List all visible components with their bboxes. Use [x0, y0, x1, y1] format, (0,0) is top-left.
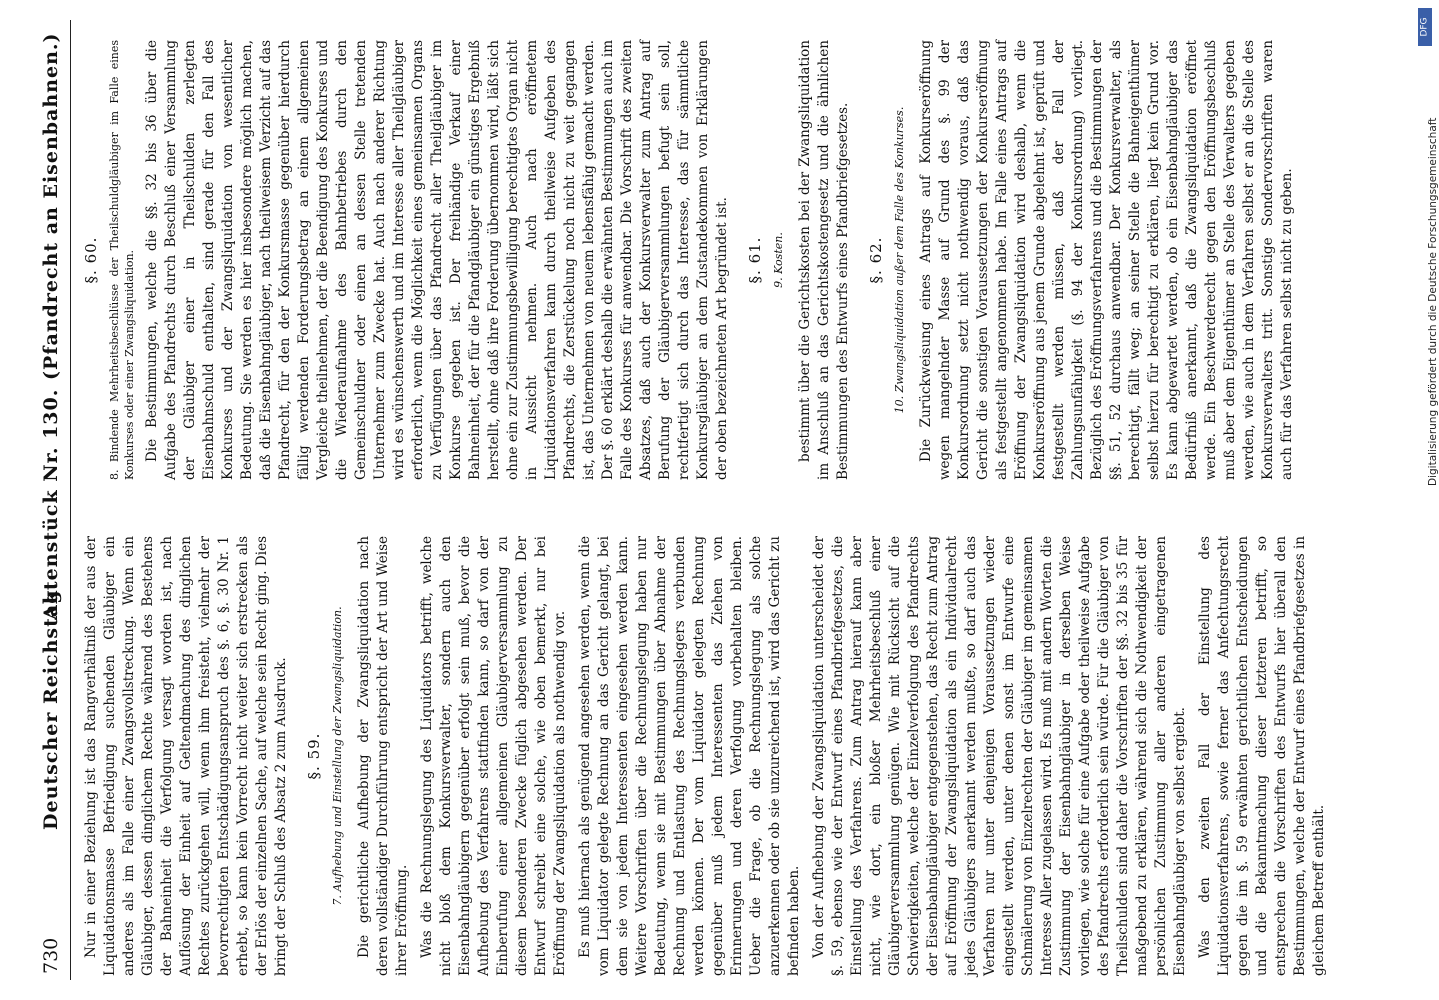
section-subtitle: 7. Aufhebung und Einstellung der Zwangsliquidation.: [331, 606, 344, 906]
right-column: [82, 40, 1303, 480]
page-header: [40, 20, 74, 980]
section-subtitle: 8. Bindende Mehrheitsbeschlüsse der Theilschuldgläubiger im Falle eines Konkurses oder einer Zwangsliquidation.: [108, 40, 136, 480]
section-heading: §. 62.: [867, 236, 885, 284]
document-subject: (Pfandrecht an Eisenbahnen.): [40, 32, 62, 380]
credit-text: Digitalisierung gefördert durch die Deutsche Forschungsgemeinschaft: [1427, 117, 1439, 486]
section-heading: §. 61.: [746, 236, 764, 284]
dfg-logo: [1418, 8, 1432, 46]
section-heading: §. 59.: [305, 732, 323, 780]
paragraph: Von der Aufhebung der Zwangsliquidation unterscheidet der §. 59, ebenso wie der Entwurf eines Pfandbriefgesetzes, die Einstellung des Verfahrens. Zum Antrag hierauf kann aber nicht, wie dort, ein bloßer Mehrheitsbeschluß einer Gläubigerversammlung genügen. Wie mit Rücksicht auf die Schwierigkeiten, welche der Einzelverfolgung des Pfandrechts der Eisenbahngläubiger entgegenstehen, das Recht zum Antrag auf Eröffnung der Zwangsliquidation als ein Individualrecht jedes Gläubigers anerkannt werden mußte, so darf auch das Verfahren nur unter denjenigen Voraussetzungen wieder eingestellt werden, unter denen sonst im Entwurfe eine Schmälerung von Einzelrechten der Gläubiger im gemeinsamen Interesse Aller zugelassen wird. Es muß mit andern Worten die Zustimmung der Eisenbahngläubiger in derselben Weise vorliegen, wie solche für eine Aufgabe oder theilweise Aufgabe des Pfandrechts erforderlich sein würde. Für die Gläubiger von Theilschulden sind daher die Vorschriften der §§. 32 bis 35 für maßgebend zu erklären, während sich die Nothwendigkeit der persönlichen Zustimmung aller anderen eingetragenen Eisenbahngläubiger von selbst ergiebt.: [811, 536, 1188, 976]
paragraph: bestimmt über die Gerichtskosten bei der Zwangsliquidation im Anschluß an das Gerichtskostengesetz und die ähnlichen Bestimmungen des Entwurfs eines Pfandbriefgesetzes.: [797, 40, 851, 480]
section-subtitle: 10. Zwangsliquidation außer dem Falle des Konkurses.: [893, 106, 906, 414]
dfg-logo-text: DFG: [1420, 17, 1430, 37]
paragraph: Was den zweiten Fall der Einstellung des Liquidationsverfahrens, sowie ferner das Anfechtungsrecht gegen die im §. 59 erwähnten gerichtlichen Entscheidungen und die Bekanntmachung dieser letzteren betrifft, so entsprechen die Vorschriften des Entwurfs hier überall den Bestimmungen, welche der Entwurf eines Pfandbriefgesetzes in gleichem Betreff enthält.: [1197, 536, 1327, 976]
left-column: [82, 536, 1335, 976]
paragraph: Es muß hiernach als genügend angesehen werden, wenn die vom Liquidator gelegte Rechnung an das Gericht gelangt, bei dem sie von jedem Interessenten eingesehen werden kann. Weitere Vorschriften über die Rechnungslegung haben nur Bedeutung, wenn sie mit Bestimmungen über Abnahme der Rechnung und Entlastung des Rechnungslegers verbunden werden können. Der vom Liquidator gelegten Rechnung gegenüber muß jedem Interessenten das Ziehen von Erinnerungen und deren Verfolgung vorbehalten bleiben. Ueber die Frage, ob die Rechnungslegung als solche anzuerkennen oder ob sie unzureichend ist, wird das Gericht zu befinden haben.: [577, 536, 802, 976]
journal-title: Deutscher Reichstag.: [40, 581, 62, 830]
paragraph: Die gerichtliche Aufhebung der Zwangsliquidation nach deren vollständiger Durchführung entspricht der Art und Weise ihrer Eröffnung.: [356, 536, 410, 976]
document-number: Aktenstück Nr. 130.: [40, 388, 62, 620]
paragraph: Die Bestimmungen, welche die §§. 32 bis 36 über die Aufgabe des Pfandrechts durch Beschluß einer Versammlung der Gläubiger einer in Theilschulden zerlegten Eisenbahnschuld enthalten, sind gerade für den Fall des Konkurses und der Zwangsliquidation von wesentlicher Bedeutung. Sie werden es hier insbesondere möglich machen, daß die Eisenbahngläubiger, nach theilweisem Verzicht auf das Pfandrecht, für den der Konkursmasse gegenüber hierdurch fällig werdenden Forderungsbetrag an einem allgemeinen Vergleiche theilnehmen, der die Beendigung des Konkurses und die Wiederaufnahme des Bahnbetriebes durch den Gemeinschuldner oder einen an dessen Stelle tretenden Unternehmer zum Zwecke hat. Auch nach anderer Richtung wird es wünschenswerth und im Interesse aller Theilgläubiger erforderlich, wenn die Möglichkeit eines gemeinsamen Organs zu Verfügungen über das Pfandrecht aller Theilgläubiger im Konkurse gegeben ist. Der freihändige Verkauf einer Bahneinheit, der für die Pfandgläubiger ein günstiges Ergebniß herstellt, ohne daß ihre Forderung übernommen wird, läßt sich ohne ein zur Zustimmungsbewilligung berechtigtes Organ nicht in Aussicht nehmen. Auch nach eröffnetem Liquidationsverfahren kann durch theilweise Aufgeben des Pfandrechts, die Zerstückelung noch nicht zu weit gegangen ist, das Unternehmen von neuem lebensfähig gemacht werden. Der §. 60 erklärt deshalb die erwähnten Bestimmungen auch im Falle des Konkurses für anwendbar. Die Vorschrift des zweiten Absatzes, daß auch der Konkursverwalter zum Antrag auf Berufung der Gläubigerversammlungen befugt sein soll, rechtfertigt sich durch das Interesse, das für sämmtliche Konkursgläubiger an dem Zustandekommen von Erklärungen der oben bezeichneten Art begründet ist.: [144, 40, 730, 480]
page-number: 730: [40, 937, 62, 974]
paragraph: Die Zurückweisung eines Antrags auf Konkurseröffnung wegen mangelnder Masse auf Grund des §. 99 der Konkursordnung setzt nicht nothwendig voraus, daß das Gericht die sonstigen Voraussetzungen der Konkurseröffnung als festgestellt angenommen habe. Im Falle eines Antrags auf Eröffnung der Zwangsliquidation wird deshalb, wenn die Konkurseröffnung aus jenem Grunde abgelehnt ist, geprüft und festgestellt werden müssen, daß der Fall der Zahlungsunfähigkeit (§. 94 der Konkursordnung) vorliegt. Bezüglich des Eröffnungsverfahrens und die Bestimmungen der §§. 51, 52 durchaus anwendbar. Der Konkursverwalter, als berechtigt, fällt weg; an seiner Stelle die Bahneigenthümer selbst hierzu für berechtigt zu erklären, liegt kein Grund vor. Es kann abgewartet werden, ob ein Eisenbahngläubiger das Bedürfniß anerkannt, daß die Zwangsliquidation eröffnet werde. Ein Beschwerderecht gegen den Eröffnungsbeschluß muß aber dem Eigenthümer an Stelle des Verwalters gegeben werden, wie auch in dem Verfahren selbst er an die Stelle des Konkursverwalters tritt. Sonstige Sondervorschriften waren auch für das Verfahren selbst nicht zu geben.: [918, 40, 1295, 480]
header-rule: [70, 20, 71, 980]
section-subtitle: 9. Kosten.: [772, 232, 785, 288]
digitization-credit: [1395, 6, 1439, 994]
paragraph: Nur in einer Beziehung ist das Rangverhältniß der aus der Liquidationsmasse Befriedigung suchenden Gläubiger ein anderes als im Falle einer Zwangsvollstreckung. Wenn ein Gläubiger, dessen dinglichem Rechte während des Bestehens der Bahneinheit die Verfolgung versagt worden ist, nach Auflösung der Einheit auf Geltendmachung des dinglichen Rechtes zurückgehen will, wenn ihm freisteht, vielmehr der bevorrechtigten Entschädigungsanspruch des §. 6, §. 30 Nr. 1 erhebt, so kann kein Vorrecht nicht weiter sich erstrecken als der Erlös der einzelnen Sache, auf welche sein Recht ging. Dies bringt der Schluß des Absatz 2 zum Ausdruck.: [83, 536, 289, 976]
paragraph: Was die Rechnungslegung des Liquidators betrifft, welche nicht bloß dem Konkursverwalter, sondern auch den Eisenbahngläubigern gegenüber erfolgt sein muß, bevor die Aufhebung des Verfahrens stattfinden kann, so darf von der Einberufung einer allgemeinen Gläubigerversammlung zu diesem besonderen Zwecke füglich abgesehen werden. Der Entwurf schreibt eine solche, wie oben bemerkt, nur bei Eröffnung der Zwangsliquidation als nothwendig vor.: [419, 536, 568, 976]
section-heading: §. 60.: [82, 236, 100, 284]
